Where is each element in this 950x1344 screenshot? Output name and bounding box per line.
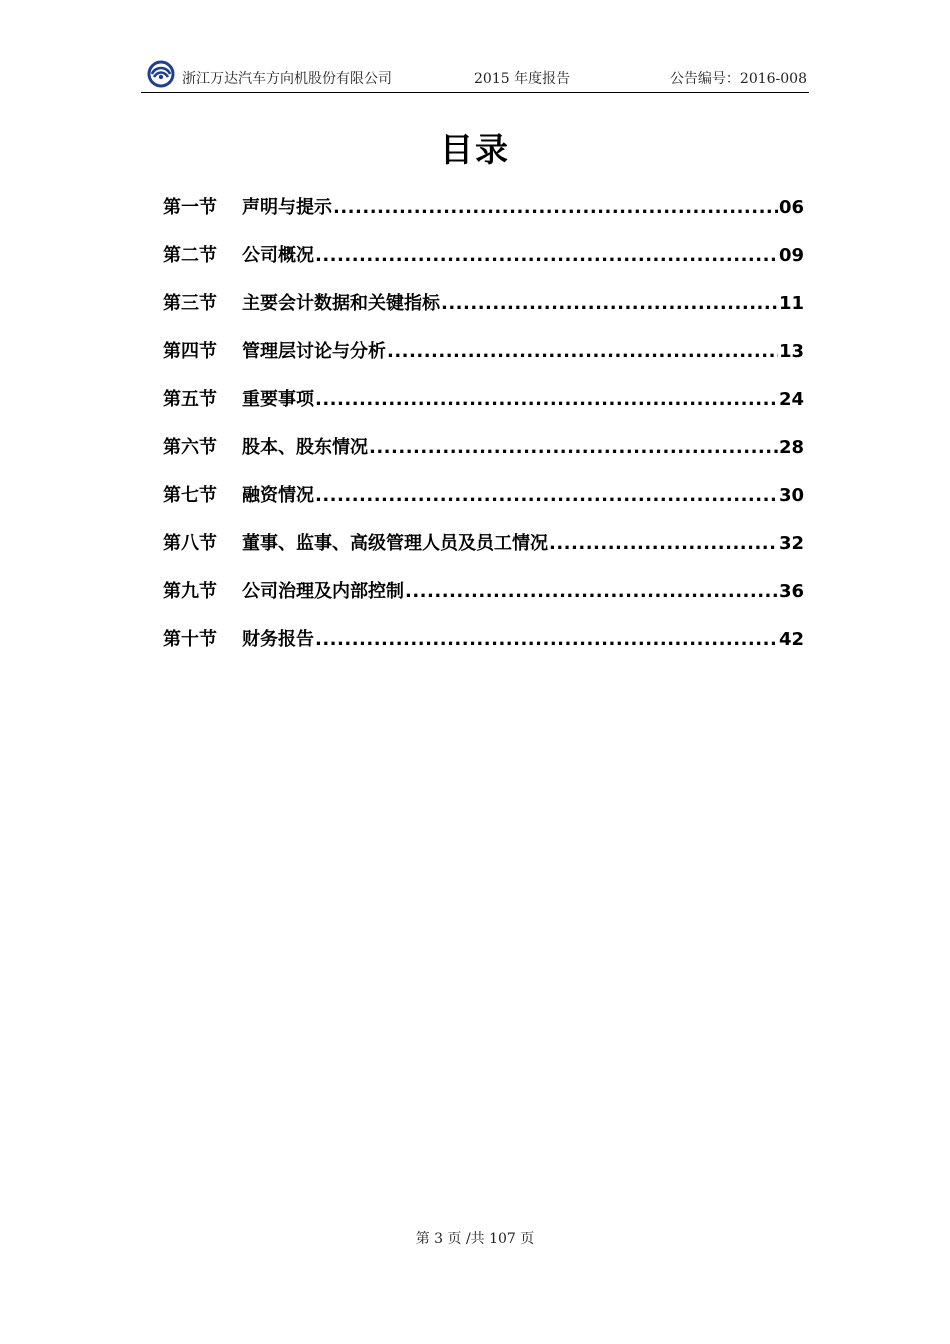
toc-entry[interactable]: [163, 382, 804, 430]
section-number: 第一节: [163, 197, 217, 218]
section-title: 主要会计数据和关键指标: [242, 293, 440, 314]
dot-leader: [315, 478, 778, 514]
page-number: 24: [778, 389, 804, 410]
dot-leader: [369, 430, 778, 466]
page-number: 42: [778, 629, 804, 650]
dot-leader: [549, 526, 778, 562]
toc-title: 目录: [440, 130, 510, 169]
section-title: 财务报告: [242, 629, 314, 650]
dot-leader: [315, 238, 778, 274]
section-number: 第三节: [163, 293, 217, 314]
section-number: 第五节: [163, 389, 217, 410]
toc-entry[interactable]: [163, 190, 804, 238]
section-number: 第四节: [163, 341, 217, 362]
page-number: 28: [778, 437, 804, 458]
page-number: 06: [778, 197, 804, 218]
report-year: 2015 年度报告: [474, 71, 571, 87]
company-logo-icon: [146, 60, 176, 88]
section-title: 融资情况: [242, 485, 314, 506]
page-number: 30: [778, 485, 804, 506]
dot-leader: [333, 190, 778, 226]
page-number: 09: [778, 245, 804, 266]
section-number: 第九节: [163, 581, 217, 602]
toc-entry[interactable]: [163, 574, 804, 622]
page-number: 32: [778, 533, 804, 554]
section-title: 声明与提示: [242, 197, 332, 218]
toc-entry[interactable]: [163, 526, 804, 574]
toc-entry[interactable]: [163, 334, 804, 382]
section-title: 董事、监事、高级管理人员及员工情况: [242, 533, 548, 554]
dot-leader: [315, 622, 778, 658]
toc-entry[interactable]: [163, 622, 804, 670]
page-number: 11: [778, 293, 804, 314]
page-footer: 第 3 页 /共 107 页: [415, 1231, 535, 1247]
section-number: 第二节: [163, 245, 217, 266]
dot-leader: [405, 574, 778, 610]
toc-entry[interactable]: [163, 430, 804, 478]
page-number: 13: [778, 341, 804, 362]
dot-leader: [441, 286, 778, 322]
section-title: 股本、股东情况: [242, 437, 368, 458]
section-number: 第十节: [163, 629, 217, 650]
section-number: 第八节: [163, 533, 217, 554]
page-number: 36: [778, 581, 804, 602]
toc-entry[interactable]: [163, 238, 804, 286]
table-of-contents: [163, 190, 804, 670]
section-number: 第六节: [163, 437, 217, 458]
toc-entry[interactable]: [163, 286, 804, 334]
company-name: 浙江万达汽车方向机股份有限公司: [182, 71, 392, 87]
section-title: 公司治理及内部控制: [242, 581, 404, 602]
dot-leader: [315, 382, 778, 418]
notice-number: 公告编号：2016-008: [669, 71, 807, 87]
section-number: 第七节: [163, 485, 217, 506]
dot-leader: [387, 334, 778, 370]
section-title: 重要事项: [242, 389, 314, 410]
section-title: 管理层讨论与分析: [242, 341, 386, 362]
page-header: [141, 60, 809, 93]
toc-entry[interactable]: [163, 478, 804, 526]
section-title: 公司概况: [242, 245, 314, 266]
